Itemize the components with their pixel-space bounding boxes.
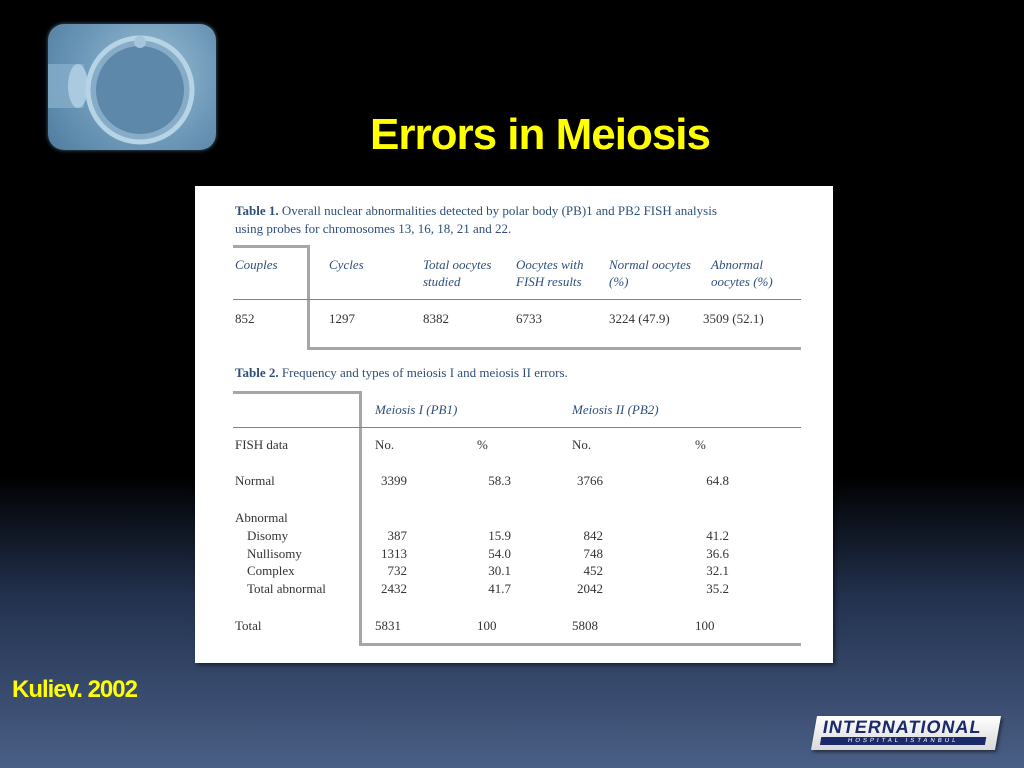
t2-row-label: Complex: [247, 563, 295, 578]
logo-main-text: INTERNATIONAL: [821, 717, 984, 737]
table1-left-rule: [307, 245, 310, 350]
t2-cell: 387: [387, 528, 407, 543]
t2-cell: 2432: [381, 581, 407, 596]
t2-cell: 35.2: [706, 581, 729, 596]
t2-cell: 748: [583, 546, 603, 561]
t1-cell-normal: 3224 (47.9): [609, 311, 670, 326]
table2-header-rule: [233, 427, 801, 428]
table1-top-rule: [233, 245, 309, 248]
t2-cell: 452: [583, 563, 603, 578]
t2-cell: 5808: [572, 618, 598, 633]
t2-cell: 41.2: [706, 528, 729, 543]
t2-cell: 2042: [577, 581, 603, 596]
slide-title: Errors in Meiosis: [369, 110, 710, 159]
oocyte-image: [48, 24, 216, 150]
t2-cell: 54.0: [488, 546, 511, 561]
t2-cell: 64.8: [706, 473, 729, 488]
t2-cell: 15.9: [488, 528, 511, 543]
table1-label: Table 1.: [235, 203, 279, 218]
table1-header-rule: [233, 299, 801, 300]
t1-header-abnormal: Abnormal oocytes (%): [711, 257, 773, 289]
t1-cell-abnormal: 3509 (52.1): [703, 311, 764, 326]
table2-caption-text: Frequency and types of meiosis I and meiosis II errors.: [281, 365, 568, 380]
t2-cell: 100: [477, 618, 497, 633]
t2-cell: 30.1: [488, 563, 511, 578]
t1-header-fish-results: Oocytes with FISH results: [516, 257, 584, 289]
t2-subheader-fish-data: FISH data: [235, 437, 289, 452]
t2-header-meiosis-2: Meiosis II (PB2): [572, 402, 659, 417]
t2-cell: 5831: [375, 618, 401, 633]
table1-caption-line2: using probes for chromosomes 13, 16, 18, 21 and 22.: [235, 221, 512, 236]
t2-subheader-pct-2: %: [695, 437, 706, 452]
t2-row-label: Total abnormal: [247, 581, 326, 596]
t2-cell: 58.3: [488, 473, 511, 488]
t2-cell: 732: [387, 563, 407, 578]
t2-subheader-no-2: No.: [572, 437, 592, 452]
table1-bottom-rule: [307, 347, 801, 350]
t2-cell: 32.1: [706, 563, 729, 578]
t1-header-total-oocytes: Total oocytes studied: [423, 257, 492, 289]
table2-caption: [235, 364, 568, 382]
t1-header-couples: Couples: [235, 257, 278, 272]
t2-row-label: Disomy: [247, 528, 289, 543]
table2-top-rule: [233, 391, 361, 394]
t2-header-meiosis-1: Meiosis I (PB1): [375, 402, 458, 417]
table2-bottom-rule: [359, 643, 801, 646]
t2-subheader-no-1: No.: [375, 437, 395, 452]
table1-caption: [235, 202, 717, 238]
t2-row-label: Abnormal: [235, 510, 288, 525]
t2-cell: 100: [695, 618, 715, 633]
t2-cell: 3399: [381, 473, 407, 488]
t2-cell: 1313: [381, 546, 407, 561]
t2-row-label: Normal: [235, 473, 275, 488]
author-citation: Kuliev. 2002: [12, 676, 137, 703]
t2-cell: 3766: [577, 473, 603, 488]
table2-label: Table 2.: [235, 365, 279, 380]
t2-subheader-pct-1: %: [477, 437, 488, 452]
t1-cell-fish: 6733: [516, 311, 542, 326]
tables-panel: [195, 186, 833, 663]
t2-row-label: Nullisomy: [247, 546, 302, 561]
hospital-logo: [811, 716, 1001, 750]
t2-row-label: Total: [235, 618, 262, 633]
t1-cell-cycles: 1297: [329, 311, 355, 326]
t1-header-normal: Normal oocytes (%): [609, 257, 691, 289]
t1-cell-couples: 852: [235, 311, 255, 326]
t1-header-cycles: Cycles: [329, 257, 364, 272]
table2-left-rule: [359, 391, 362, 646]
logo-sub-text: HOSPITAL ISTANBUL: [820, 737, 986, 745]
table1-caption-line1: Overall nuclear abnormalities detected by polar body (PB)1 and PB2 FISH analysis: [281, 203, 717, 218]
t2-cell: 41.7: [488, 581, 511, 596]
t2-cell: 842: [583, 528, 603, 543]
oocyte-illustration: [48, 24, 216, 150]
t2-cell: 36.6: [706, 546, 729, 561]
t1-cell-total: 8382: [423, 311, 449, 326]
